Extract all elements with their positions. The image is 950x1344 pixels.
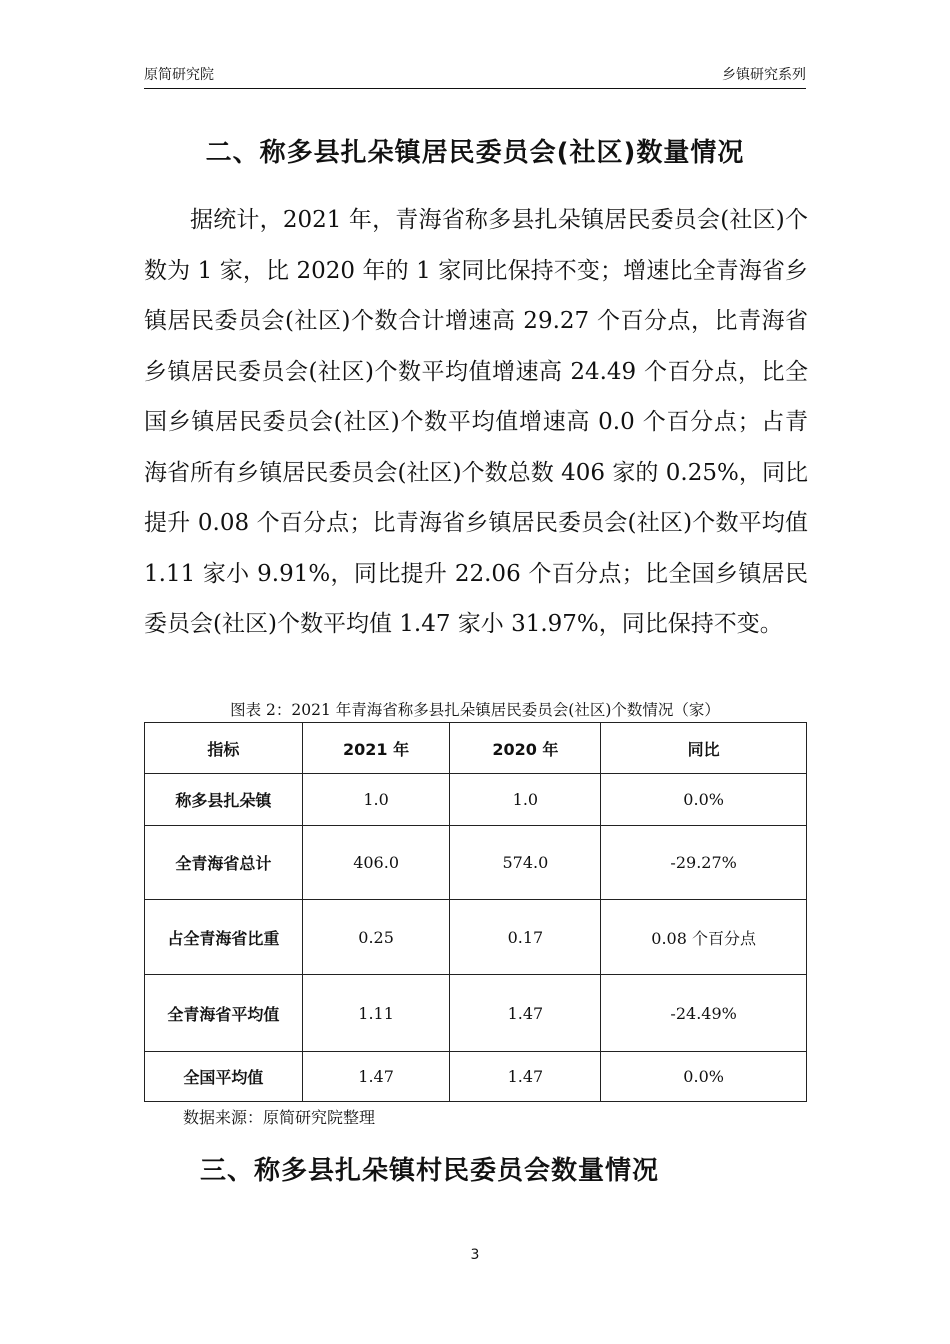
cell-yoy: 0.08 个百分点 — [601, 900, 807, 975]
column-header-2020: 2020 年 — [450, 723, 601, 774]
row-label: 全青海省总计 — [145, 826, 303, 900]
cell-2020: 574.0 — [450, 826, 601, 900]
column-header-indicator: 指标 — [145, 723, 303, 774]
cell-yoy: 0.0% — [601, 1052, 807, 1102]
cell-2021: 1.0 — [302, 774, 450, 826]
cell-2021: 406.0 — [302, 826, 450, 900]
table-row — [145, 826, 807, 900]
column-header-2021: 2021 年 — [302, 723, 450, 774]
row-label: 全青海省平均值 — [145, 975, 303, 1052]
cell-2021: 1.47 — [302, 1052, 450, 1102]
data-source-note: 数据来源：原简研究院整理 — [183, 1108, 376, 1127]
table-row — [145, 1052, 807, 1102]
section-heading-village-committee: 三、称多县扎朵镇村民委员会数量情况 — [200, 1156, 660, 1186]
page-number: 3 — [470, 1247, 480, 1263]
table-header-row — [145, 723, 807, 774]
cell-yoy: -29.27% — [601, 826, 807, 900]
table-row — [145, 900, 807, 975]
header-divider — [144, 88, 806, 89]
table-caption: 图表 2：2021 年青海省称多县扎朵镇居民委员会(社区)个数情况（家） — [230, 701, 720, 719]
cell-2020: 1.47 — [450, 975, 601, 1052]
header-series-name: 乡镇研究系列 — [722, 67, 806, 83]
row-label: 称多县扎朵镇 — [145, 774, 303, 826]
data-table — [144, 722, 807, 1102]
section-heading-residents-committee: 二、称多县扎朵镇居民委员会(社区)数量情况 — [205, 138, 745, 168]
row-label: 全国平均值 — [145, 1052, 303, 1102]
cell-2020: 1.0 — [450, 774, 601, 826]
cell-2020: 1.47 — [450, 1052, 601, 1102]
cell-2020: 0.17 — [450, 900, 601, 975]
cell-yoy: 0.0% — [601, 774, 807, 826]
row-label: 占全青海省比重 — [145, 900, 303, 975]
cell-2021: 1.11 — [302, 975, 450, 1052]
body-paragraph: 据统计，2021 年，青海省称多县扎朵镇居民委员会(社区)个数为 1 家，比 2020 年的 1 家同比保持不变；增速比全青海省乡镇居民委员会(社区)个数合计增速高 29.27 个百分点，比青海省乡镇居民委员会(社区)个数平均值增速高 24.49 个百分点，比全国乡镇居民委员会(社区)个数平均值增速高 0.0 个百分点；占青海省所有乡镇居民委员会(社区)个数总数 406 家的 0.25%，同比提升 0.08 个百分点；比青海省乡镇居民委员会(社区)个数平均值 1.11 家小 9.91%，同比提升 22.06 个百分点；比全国乡镇居民委员会(社区)个数平均值 1.47 家小 31.97%，同比保持不变。 — [144, 207, 808, 637]
header-org-name: 原简研究院 — [144, 67, 214, 83]
column-header-yoy: 同比 — [601, 723, 807, 774]
table-row — [145, 774, 807, 826]
cell-yoy: -24.49% — [601, 975, 807, 1052]
cell-2021: 0.25 — [302, 900, 450, 975]
table-row — [145, 975, 807, 1052]
